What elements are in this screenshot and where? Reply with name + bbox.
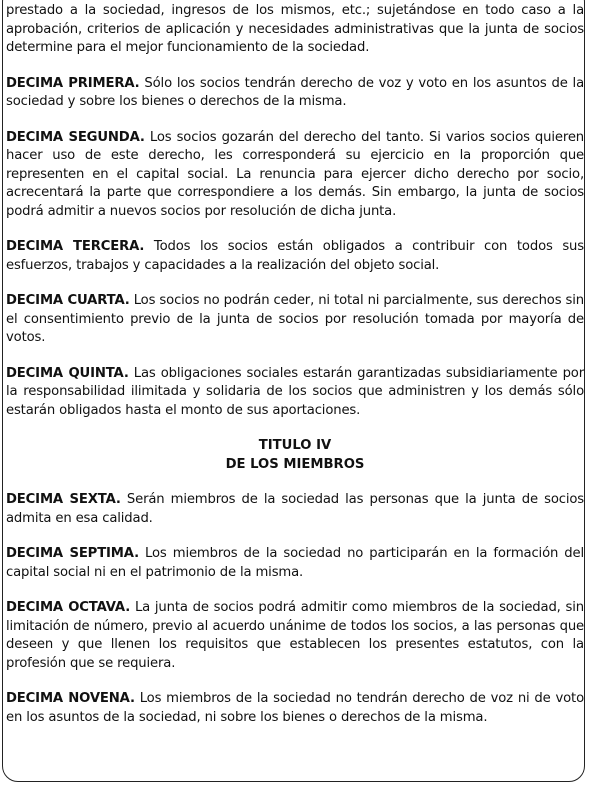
document-body [6, 2, 584, 744]
clause-text: La junta de socios podrá admitir como miembros de la sociedad, sin limitación de número, previo al acuerdo unánime de todos los socios, a las personas que deseen y que llenen los requisitos que establecen los presentes estatutos, con la profesión que se requiera. [6, 600, 585, 671]
intro-paragraph [6, 2, 584, 58]
clause-decima-novena [6, 690, 584, 727]
clause-text: Todos los socios están obligados a contribuir con todos sus esfuerzos, trabajos y capacidades a la realización del objeto social. [6, 239, 584, 273]
clause-decima-octava [6, 599, 584, 673]
clause-text: Sólo los socios tendrán derecho de voz y voto en los asuntos de la sociedad y sobre los bienes o derechos de la misma. [6, 75, 585, 109]
clause-label: DECIMA OCTAVA. [6, 600, 131, 615]
intro-text: prestado a la sociedad, ingresos de los mismos, etc.; sujetándose en todo caso a la aprobación, criterios de aplicación y necesidades administrativas que la junta de socios determine para el mejor funcionamiento de la sociedad. [6, 3, 584, 55]
section-title [6, 437, 584, 474]
section-title-name: DE LOS MIEMBROS [225, 456, 365, 472]
clause-label: DECIMA PRIMERA. [6, 75, 140, 91]
clause-label: DECIMA SEXTA. [6, 492, 121, 507]
clause-text: Serán miembros de la sociedad las personas que la junta de socios admita en esa calidad. [6, 492, 584, 526]
clause-label: DECIMA SEPTIMA. [6, 546, 139, 561]
clause-label: DECIMA TERCERA. [6, 239, 145, 254]
clause-text: Los socios no podrán ceder, ni total ni parcialmente, sus derechos sin el consentimiento previo de la junta de socios por resolución tomada por mayoría de votos. [6, 293, 584, 345]
clause-label: DECIMA QUINTA. [6, 365, 129, 381]
clause-decima-septima [6, 545, 584, 582]
clause-decima-segunda [6, 129, 584, 222]
clause-text: Los miembros de la sociedad no participarán en la formación del capital social ni en el patrimonio de la misma. [6, 546, 584, 580]
clause-decima-tercera [6, 238, 584, 275]
clause-label: DECIMA NOVENA. [6, 691, 135, 706]
section-title-number: TITULO IV [258, 438, 332, 453]
clause-text: Los miembros de la sociedad no tendrán derecho de voz ni de voto en los asuntos de la sociedad, ni sobre los bienes o derechos de la misma. [6, 691, 585, 725]
clause-decima-primera [6, 75, 584, 112]
clause-label: DECIMA SEGUNDA. [6, 129, 145, 145]
clause-decima-sexta [6, 491, 584, 528]
clause-text: Los socios gozarán del derecho del tanto. Si varios socios quieren hacer uso de este derecho, les corresponderá su ejercicio en la proporción que representen en el capital social. La renuncia para ejercer dicho derecho por socio, acrecentará la parte que correspondiere a los demás. Sin embargo, la junta de socios podrá admitir a nuevos socios por resolución de dicha junta. [6, 129, 584, 219]
clause-decima-quinta [6, 365, 584, 421]
clause-decima-cuarta [6, 292, 584, 348]
clause-label: DECIMA CUARTA. [6, 293, 130, 308]
clause-text: Las obligaciones sociales estarán garantizadas subsidiariamente por la responsabilidad ilimitada y solidaria de los socios que administren y los demás sólo estarán obligados hasta el monto de sus aportaciones. [6, 365, 584, 418]
